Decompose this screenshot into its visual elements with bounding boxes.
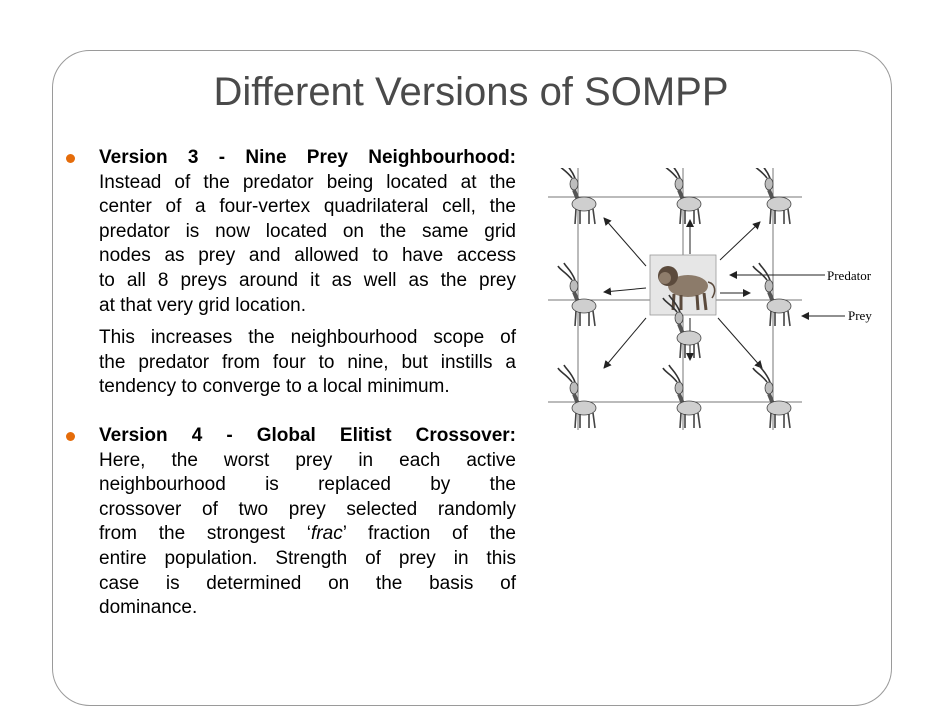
bullet-dot xyxy=(66,432,75,441)
predator-prey-grid-diagram xyxy=(540,168,900,430)
bullet-line: case is determined on the basis of xyxy=(99,572,516,594)
frac-post: ’ fraction of the xyxy=(342,523,517,545)
bullet-line: the predator from four to nine, but instills a xyxy=(99,351,516,373)
bullet-line: at that very grid location. xyxy=(99,294,306,316)
frac-pre: from the strongest ‘ xyxy=(99,523,312,545)
bullet-line: neighbourhood is replaced by the xyxy=(99,474,516,496)
prey-label: Prey xyxy=(848,308,872,323)
bullet-line: This increases the neighbourhood scope of xyxy=(99,327,516,349)
bullet-heading: Version 4 - Global Elitist Crossover: xyxy=(99,424,516,446)
bullet-item-version-3 xyxy=(66,146,516,400)
prey-antelope-icon xyxy=(558,168,596,224)
bullet-list xyxy=(66,146,516,621)
slide-title: Different Versions of SOMPP xyxy=(213,70,729,114)
bullet-line: center of a four-vertex quadrilateral cell, the xyxy=(99,196,516,218)
prey-antelope-icon xyxy=(753,365,791,428)
prey-antelope-icon xyxy=(558,365,596,428)
bullet-line: Here, the worst prey in each active xyxy=(99,449,516,471)
bullet-line: nodes as prey and allowed to have access xyxy=(99,245,516,267)
prey-antelope-icon xyxy=(753,263,791,326)
predator-label: Predator xyxy=(827,268,872,283)
predator-lion-image xyxy=(650,255,716,315)
bullet-line-frac xyxy=(99,522,516,547)
bullet-line: to all 8 preys around it as well as the prey xyxy=(99,269,516,291)
prey-antelope-icon xyxy=(558,263,596,326)
bullet-line: entire population. Strength of prey in this xyxy=(99,547,516,569)
bullet-line: predator is now located on the same grid xyxy=(99,220,516,242)
bullet-line: tendency to converge to a local minimum. xyxy=(99,376,450,398)
prey-antelope-icon xyxy=(663,168,701,224)
bullet-line: dominance. xyxy=(99,597,198,619)
bullet-dot xyxy=(66,154,75,163)
bullet-item-version-4 xyxy=(66,424,516,621)
prey-antelope-icon xyxy=(663,365,701,428)
prey-antelope-icon xyxy=(753,168,791,224)
bullet-line: Instead of the predator being located at the xyxy=(99,171,516,193)
frac-word: frac xyxy=(311,523,343,545)
bullet-heading: Version 3 - Nine Prey Neighbourhood: xyxy=(99,147,516,168)
bullet-line: crossover of two prey selected randomly xyxy=(99,498,516,520)
